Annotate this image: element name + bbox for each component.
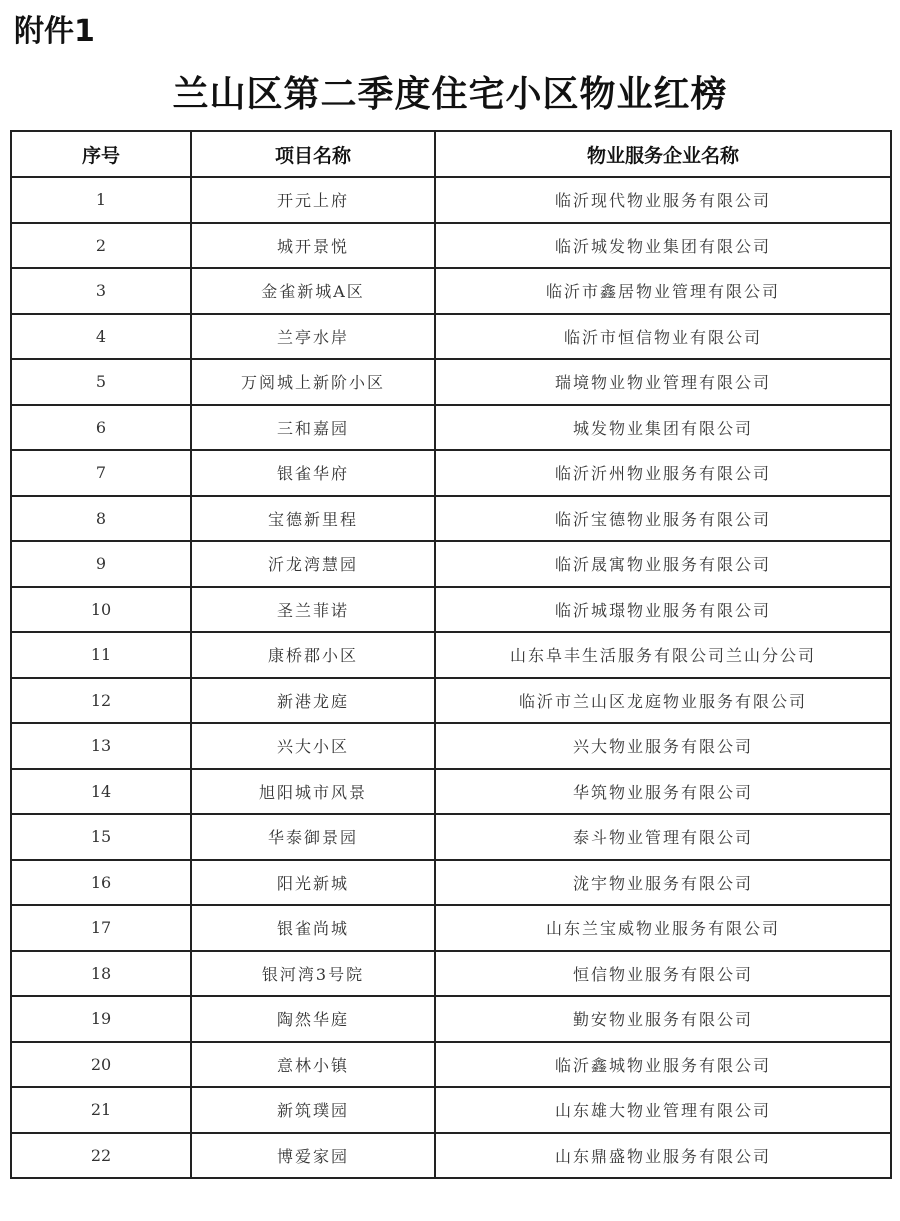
cell-company-name: 勤安物业服务有限公司 (435, 996, 891, 1042)
table-row (11, 814, 891, 860)
cell-serial-number: 22 (11, 1133, 191, 1179)
table-row (11, 450, 891, 496)
header-project-name: 项目名称 (191, 131, 435, 177)
cell-serial-number: 15 (11, 814, 191, 860)
cell-serial-number: 21 (11, 1087, 191, 1133)
cell-serial-number: 1 (11, 177, 191, 223)
cell-serial-number: 17 (11, 905, 191, 951)
table-row (11, 496, 891, 542)
cell-company-name: 泰斗物业管理有限公司 (435, 814, 891, 860)
table-row (11, 860, 891, 906)
cell-serial-number: 14 (11, 769, 191, 815)
table-row (11, 405, 891, 451)
cell-serial-number: 9 (11, 541, 191, 587)
table-row (11, 268, 891, 314)
cell-project-name: 兴大小区 (191, 723, 435, 769)
cell-company-name: 瑞境物业物业管理有限公司 (435, 359, 891, 405)
cell-serial-number: 12 (11, 678, 191, 724)
cell-company-name: 临沂宝德物业服务有限公司 (435, 496, 891, 542)
cell-serial-number: 4 (11, 314, 191, 360)
cell-serial-number: 13 (11, 723, 191, 769)
cell-company-name: 泷宇物业服务有限公司 (435, 860, 891, 906)
cell-serial-number: 10 (11, 587, 191, 633)
cell-project-name: 银雀尚城 (191, 905, 435, 951)
cell-project-name: 博爱家园 (191, 1133, 435, 1179)
cell-company-name: 华筑物业服务有限公司 (435, 769, 891, 815)
cell-serial-number: 7 (11, 450, 191, 496)
table-row (11, 1042, 891, 1088)
cell-company-name: 山东雄大物业管理有限公司 (435, 1087, 891, 1133)
table-row (11, 1087, 891, 1133)
cell-serial-number: 16 (11, 860, 191, 906)
table-row (11, 223, 891, 269)
cell-serial-number: 3 (11, 268, 191, 314)
cell-serial-number: 20 (11, 1042, 191, 1088)
cell-serial-number: 11 (11, 632, 191, 678)
cell-serial-number: 2 (11, 223, 191, 269)
cell-project-name: 金雀新城A区 (191, 268, 435, 314)
cell-project-name: 阳光新城 (191, 860, 435, 906)
table-header-row (11, 131, 891, 177)
cell-company-name: 临沂晟寓物业服务有限公司 (435, 541, 891, 587)
cell-serial-number: 19 (11, 996, 191, 1042)
cell-serial-number: 6 (11, 405, 191, 451)
cell-project-name: 三和嘉园 (191, 405, 435, 451)
table-row (11, 1133, 891, 1179)
cell-project-name: 圣兰菲诺 (191, 587, 435, 633)
table-row (11, 632, 891, 678)
cell-project-name: 开元上府 (191, 177, 435, 223)
table-row (11, 541, 891, 587)
header-serial-number: 序号 (11, 131, 191, 177)
cell-company-name: 临沂市恒信物业有限公司 (435, 314, 891, 360)
table-row (11, 359, 891, 405)
table-row (11, 314, 891, 360)
cell-serial-number: 8 (11, 496, 191, 542)
cell-serial-number: 5 (11, 359, 191, 405)
cell-company-name: 恒信物业服务有限公司 (435, 951, 891, 997)
cell-project-name: 陶然华庭 (191, 996, 435, 1042)
cell-company-name: 兴大物业服务有限公司 (435, 723, 891, 769)
cell-company-name: 临沂市兰山区龙庭物业服务有限公司 (435, 678, 891, 724)
table-row (11, 723, 891, 769)
property-ranking-table (10, 130, 892, 1179)
cell-project-name: 银雀华府 (191, 450, 435, 496)
cell-project-name: 银河湾3号院 (191, 951, 435, 997)
table-row (11, 587, 891, 633)
cell-project-name: 意林小镇 (191, 1042, 435, 1088)
table-row (11, 678, 891, 724)
cell-company-name: 临沂现代物业服务有限公司 (435, 177, 891, 223)
cell-company-name: 临沂沂州物业服务有限公司 (435, 450, 891, 496)
cell-project-name: 沂龙湾慧园 (191, 541, 435, 587)
table-row (11, 177, 891, 223)
cell-company-name: 山东兰宝威物业服务有限公司 (435, 905, 891, 951)
cell-company-name: 山东阜丰生活服务有限公司兰山分公司 (435, 632, 891, 678)
cell-company-name: 城发物业集团有限公司 (435, 405, 891, 451)
cell-project-name: 城开景悦 (191, 223, 435, 269)
cell-project-name: 兰亭水岸 (191, 314, 435, 360)
cell-project-name: 宝德新里程 (191, 496, 435, 542)
cell-serial-number: 18 (11, 951, 191, 997)
document-title: 兰山区第二季度住宅小区物业红榜 (172, 74, 728, 115)
cell-company-name: 山东鼎盛物业服务有限公司 (435, 1133, 891, 1179)
attachment-label: 附件1 (14, 14, 95, 49)
cell-project-name: 万阅城上新阶小区 (191, 359, 435, 405)
cell-project-name: 华泰御景园 (191, 814, 435, 860)
cell-company-name: 临沂市鑫居物业管理有限公司 (435, 268, 891, 314)
cell-project-name: 新港龙庭 (191, 678, 435, 724)
table-row (11, 951, 891, 997)
cell-company-name: 临沂鑫城物业服务有限公司 (435, 1042, 891, 1088)
cell-company-name: 临沂城发物业集团有限公司 (435, 223, 891, 269)
header-company-name: 物业服务企业名称 (435, 131, 891, 177)
cell-project-name: 旭阳城市风景 (191, 769, 435, 815)
cell-project-name: 新筑璞园 (191, 1087, 435, 1133)
cell-company-name: 临沂城璟物业服务有限公司 (435, 587, 891, 633)
table-body (11, 177, 891, 1178)
table-row (11, 905, 891, 951)
table-row (11, 769, 891, 815)
cell-project-name: 康桥郡小区 (191, 632, 435, 678)
table-row (11, 996, 891, 1042)
